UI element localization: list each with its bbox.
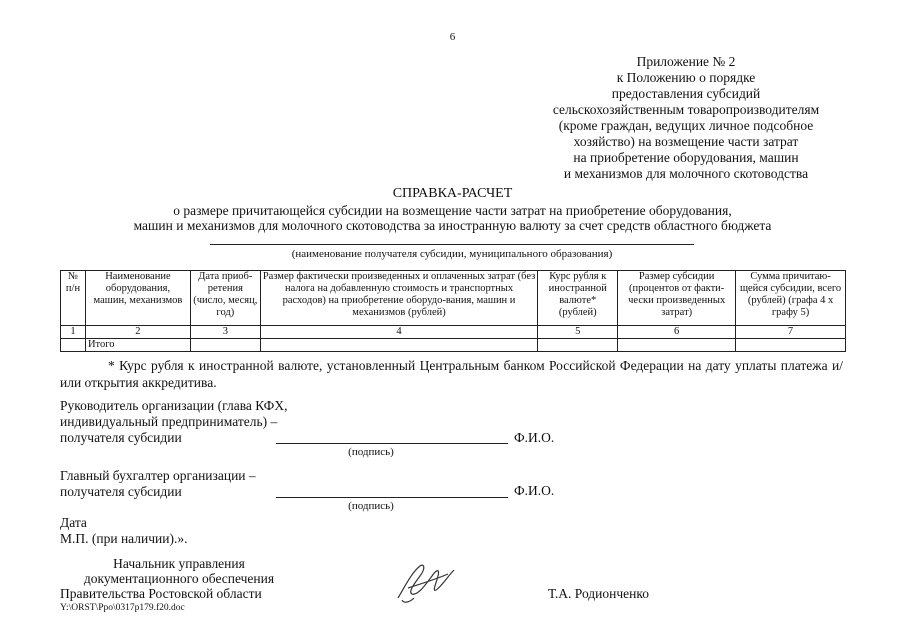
chief-line: Правительства Ростовской области	[60, 586, 262, 601]
file-path: Y:\ORST\Ppo\0317p179.f20.doc	[60, 603, 185, 613]
total-row	[61, 339, 846, 352]
table-cell	[260, 339, 537, 352]
label-line: получателя субсидии	[60, 484, 182, 499]
label-line: получателя субсидии	[60, 430, 182, 445]
column-number: 2	[85, 326, 190, 339]
table-cell	[538, 339, 618, 352]
appendix-line: сельскохозяйственным товаропроизводителям	[552, 102, 820, 117]
appendix-line: Приложение № 2	[636, 54, 736, 69]
table-cell	[190, 339, 260, 352]
recipient-caption: (наименование получателя субсидии, муниципального образования)	[291, 248, 613, 260]
column-number: 4	[260, 326, 537, 339]
recipient-name-line	[210, 244, 694, 245]
label-line: индивидуальный предприниматель) –	[60, 414, 278, 429]
table-cell	[61, 339, 86, 352]
head-fio: Ф.И.О.	[514, 430, 555, 445]
date-label: Дата	[60, 515, 87, 530]
table-header-row	[61, 271, 846, 326]
head-signature-label	[60, 398, 310, 446]
table-cell	[618, 339, 736, 352]
column-header: Дата приоб-ретения (число, месяц, год)	[190, 271, 260, 326]
chief-line: Начальник управления	[113, 556, 245, 571]
column-header: Наименование оборудования, машин, механизмов	[85, 271, 190, 326]
appendix-header	[530, 54, 842, 182]
appendix-line: хозяйство) на возмещение части затрат	[573, 134, 799, 149]
column-number: 5	[538, 326, 618, 339]
total-label: Итого	[85, 339, 190, 352]
accountant-signature-line	[276, 497, 508, 498]
calculation-table	[60, 270, 846, 352]
label-line: Руководитель организации (глава КФХ,	[60, 398, 288, 413]
column-header: № п/н	[61, 271, 86, 326]
appendix-line: на приобретение оборудования, машин	[573, 150, 799, 165]
column-number: 7	[736, 326, 846, 339]
head-signature-caption: (подпись)	[348, 446, 394, 458]
appendix-line: к Положению о порядке	[616, 70, 756, 85]
chief-line: документационного обеспечения	[83, 571, 275, 586]
table-cell	[736, 339, 846, 352]
stamp-label: М.П. (при наличии).».	[60, 531, 188, 546]
accountant-signature-label	[60, 468, 310, 500]
head-signature-line	[276, 443, 508, 444]
column-header: Сумма причитаю-щейся субсидии, всего (рублей) (графа 4 х графу 5)	[736, 271, 846, 326]
document-title: СПРАВКА-РАСЧЕТ	[392, 186, 513, 201]
page-number: 6	[449, 31, 456, 43]
appendix-line: и механизмов для молочного скотоводства	[563, 166, 809, 181]
column-number: 1	[61, 326, 86, 339]
column-number-row	[61, 326, 846, 339]
accountant-fio: Ф.И.О.	[514, 483, 555, 498]
chief-position	[60, 556, 298, 601]
footnote: * Курс рубля к иностранной валюте, установленный Центральным банком Российской Федерации на дату уплаты платежа и/или открытия аккредитива.	[60, 358, 843, 390]
signer-name: Т.А. Родионченко	[548, 586, 649, 601]
subtitle-line: о размере причитающейся субсидии на возмещение части затрат на приобретение оборудования,	[173, 203, 732, 218]
appendix-line: предоставления субсидий	[611, 86, 761, 101]
column-number: 6	[618, 326, 736, 339]
column-header: Курс рубля к иностранной валюте* (рублей)	[538, 271, 618, 326]
column-number: 3	[190, 326, 260, 339]
date-stamp-block	[60, 515, 187, 547]
appendix-line: (кроме граждан, ведущих личное подсобное	[558, 118, 814, 133]
label-line: Главный бухгалтер организации –	[60, 468, 256, 483]
accountant-signature-caption: (подпись)	[348, 500, 394, 512]
handwritten-signature	[390, 558, 470, 606]
column-header: Размер фактически произведенных и оплаченных затрат (без налога на добавленную стоимость и транспортных расходов) на приобретение оборудо-вания, машин и механизмов (рублей)	[260, 271, 537, 326]
column-header: Размер субсидии (процентов от факти-чески произведенных затрат)	[618, 271, 736, 326]
subtitle-line: машин и механизмов для молочного скотоводства за иностранную валюту за счет средств областного бюджета	[133, 218, 772, 233]
document-subtitle	[40, 203, 865, 233]
